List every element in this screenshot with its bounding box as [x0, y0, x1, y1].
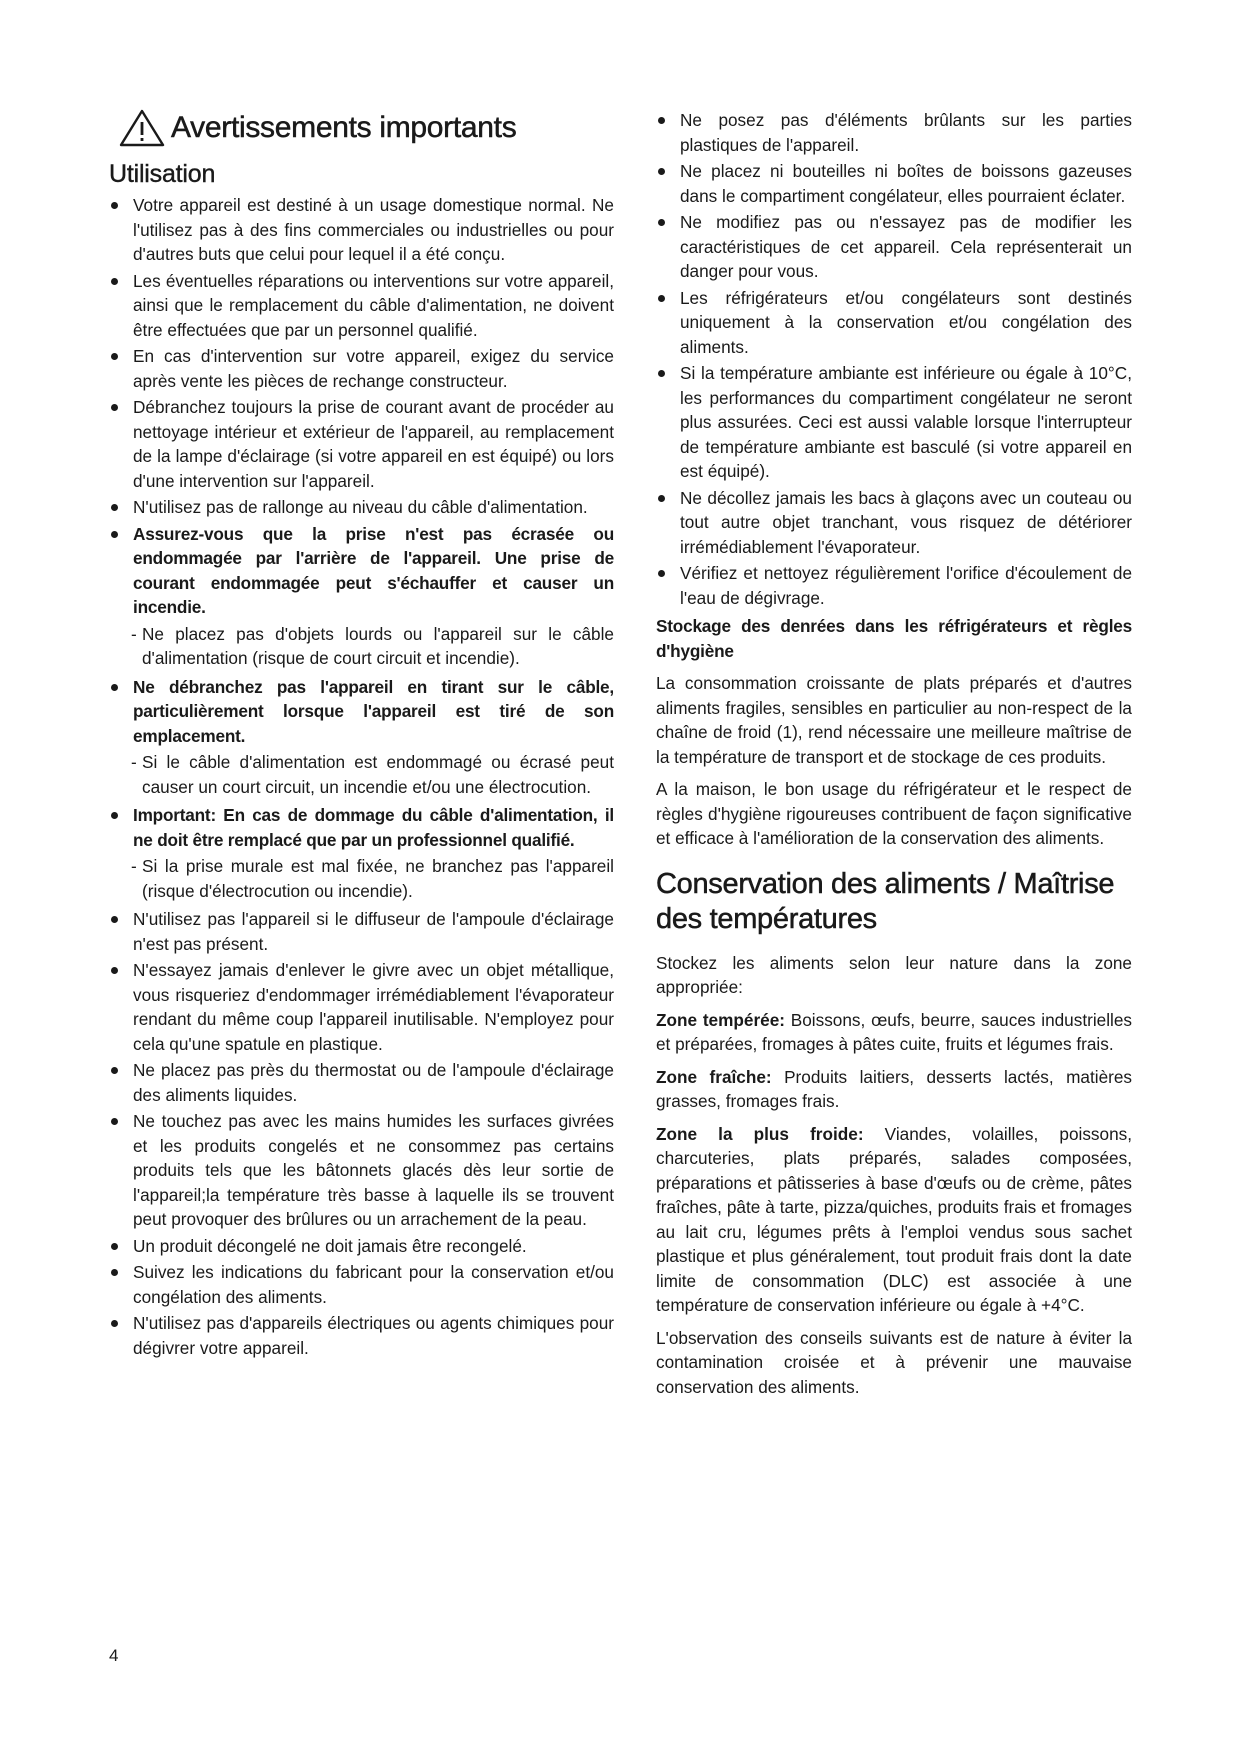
sub-item: - Si la prise murale est mal fixée, ne branchez pas l'appareil (risque d'électrocution ou incendie). [109, 854, 614, 903]
list-item: N'utilisez pas l'appareil si le diffuseur de l'ampoule d'éclairage n'est pas présent. [109, 907, 614, 956]
list-item: Ne modifiez pas ou n'essayez pas de modifier les caractéristiques de cet appareil. Cela représenterait un danger pour vous. [656, 210, 1132, 284]
page-number: 4 [109, 1646, 119, 1665]
sub-item: - Si le câble d'alimentation est endommagé ou écrasé peut causer un court circuit, un incendie et/ou une électrocution. [109, 750, 614, 799]
zone-text: Viandes, volailles, poissons, charcuteries, plats préparés, salades composées, préparations et pâtisseries à base d'œufs ou de crème, pâtes fraîches, pâte à tarte, pizza/quiches, produits frais et fromages au lait cru, légumes prêts à l'emploi vendus sous sachet plastique et plus généralement, tout produit frais dont la date limite de consommation (DLC) est associée à une température de conservation inférieure ou égale à +4°C. [656, 1123, 1132, 1315]
list-item: N'utilisez pas d'appareils électriques ou agents chimiques pour dégivrer votre appareil. [109, 1311, 614, 1360]
list-item-bold [109, 803, 614, 852]
list-item: N'utilisez pas de rallonge au niveau du câble d'alimentation. [109, 495, 614, 520]
conservation-title: Conservation des aliments / Maîtrise des températures [656, 867, 1115, 935]
right-column [656, 108, 1132, 1407]
list-item: Un produit décongelé ne doit jamais être recongelé. [109, 1234, 614, 1259]
list-item: Débranchez toujours la prise de courant avant de procéder au nettoyage intérieur et extérieur de l'appareil, au remplacement de la lampe d'éclairage (si votre appareil en est équipé) ou lors d'une intervention sur l'appareil. [109, 395, 614, 493]
list-item: Les éventuelles réparations ou interventions sur votre appareil, ainsi que le remplacement du câble d'alimentation, ne doivent être effectuées que par un personnel qualifié. [109, 269, 614, 343]
list-item-bold [109, 675, 614, 749]
zone-label: Zone tempérée: [656, 1009, 785, 1030]
page-title: Avertissements importants [171, 111, 517, 144]
storage-paragraph: La consommation croissante de plats préparés et d'autres aliments fragiles, sensibles en particulier au non-respect de la chaîne de froid (1), rend nécessaire une meilleure maîtrise de la température de transport et de stockage de ces produits. [656, 673, 1132, 767]
zone-paragraph [656, 1122, 1132, 1318]
left-column [109, 108, 614, 1362]
warning-triangle-icon [119, 108, 165, 148]
list-item: Vérifiez et nettoyez régulièrement l'orifice d'écoulement de l'eau de dégivrage. [656, 561, 1132, 610]
main-title-row [119, 108, 614, 148]
list-item: N'essayez jamais d'enlever le givre avec un objet métallique, vous risqueriez d'endommager irrémédiablement l'évaporateur rendant du même coup l'appareil inutilisable. N'employez pour cela qu'une spatule en plastique. [109, 958, 614, 1056]
list-item: Ne décollez jamais les bacs à glaçons avec un couteau ou tout autre objet tranchant, vous risquez de détériorer irrémédiablement l'évaporateur. [656, 486, 1132, 560]
list-item-text: Important: En cas de dommage du câble d'alimentation, il ne doit être remplacé que par un professionnel qualifié. [133, 805, 614, 850]
section-title-utilisation: Utilisation [109, 160, 216, 188]
list-item-text: Ne débranchez pas l'appareil en tirant sur le câble, particulièrement lorsque l'appareil est tiré de son emplacement. [133, 676, 614, 746]
list-item: Les réfrigérateurs et/ou congélateurs sont destinés uniquement à la conservation et/ou congélation des aliments. [656, 286, 1132, 360]
sub-item: - Ne placez pas d'objets lourds ou l'appareil sur le câble d'alimentation (risque de court circuit et incendie). [109, 622, 614, 671]
storage-paragraph: A la maison, le bon usage du réfrigérateur et le respect de règles d'hygiène rigoureuses contribuent de façon significative et efficace à l'amélioration de la conservation des aliments. [656, 779, 1132, 848]
list-item: Ne placez pas près du thermostat ou de l'ampoule d'éclairage des aliments liquides. [109, 1058, 614, 1107]
list-item: En cas d'intervention sur votre appareil, exigez du service après vente les pièces de rechange constructeur. [109, 344, 614, 393]
zone-paragraph [656, 1008, 1132, 1057]
zone-paragraph [656, 1065, 1132, 1114]
usage-list [109, 193, 614, 1360]
list-item: Votre appareil est destiné à un usage domestique normal. Ne l'utilisez pas à des fins commerciales ou industrielles ou pour d'autres buts que celui pour lequel il a été conçu. [109, 193, 614, 267]
list-item-text: Assurez-vous que la prise n'est pas écrasée ou endommagée par l'arrière de l'appareil. Une prise de courant endommagée peut s'échauffer et causer un incendie. [133, 523, 614, 617]
list-item-bold [109, 522, 614, 620]
list-item: Si la température ambiante est inférieure ou égale à 10°C, les performances du compartiment congélateur ne seront plus assurées. Ceci est aussi valable lorsque l'interrupteur de température ambiante est basculé (si votre appareil en est équipé). [656, 361, 1132, 484]
list-item: Ne touchez pas avec les mains humides les surfaces givrées et les produits congelés et ne consommez pas certains produits tels que les bâtonnets glacés dès leur sortie de l'appareil;la température très basse à laquelle ils se trouvent peut provoquer des brûlures ou un arrachement de la peau. [109, 1109, 614, 1232]
zone-label: Zone la plus froide: [656, 1123, 864, 1144]
intro-paragraph: Stockez les aliments selon leur nature dans la zone appropriée: [656, 952, 1132, 997]
zone-text: Boissons, œufs, beurre, sauces industrielles et préparées, fromages à pâtes cuite, fruits et légumes frais. [656, 1009, 1133, 1054]
zone-text: Produits laitiers, desserts lactés, matières grasses, fromages frais. [656, 1066, 1133, 1111]
safety-list [656, 108, 1132, 610]
zone-label: Zone fraîche: [656, 1066, 772, 1087]
closing-paragraph: L'observation des conseils suivants est de nature à éviter la contamination croisée et à prévenir une mauvaise conservation des aliments. [656, 1327, 1132, 1397]
storage-heading: Stockage des denrées dans les réfrigérateurs et règles d'hygiène [656, 616, 1132, 661]
list-item: Ne posez pas d'éléments brûlants sur les parties plastiques de l'appareil. [656, 108, 1132, 157]
list-item: Ne placez ni bouteilles ni boîtes de boissons gazeuses dans le compartiment congélateur, elles pourraient éclater. [656, 159, 1132, 208]
list-item: Suivez les indications du fabricant pour la conservation et/ou congélation des aliments. [109, 1260, 614, 1309]
